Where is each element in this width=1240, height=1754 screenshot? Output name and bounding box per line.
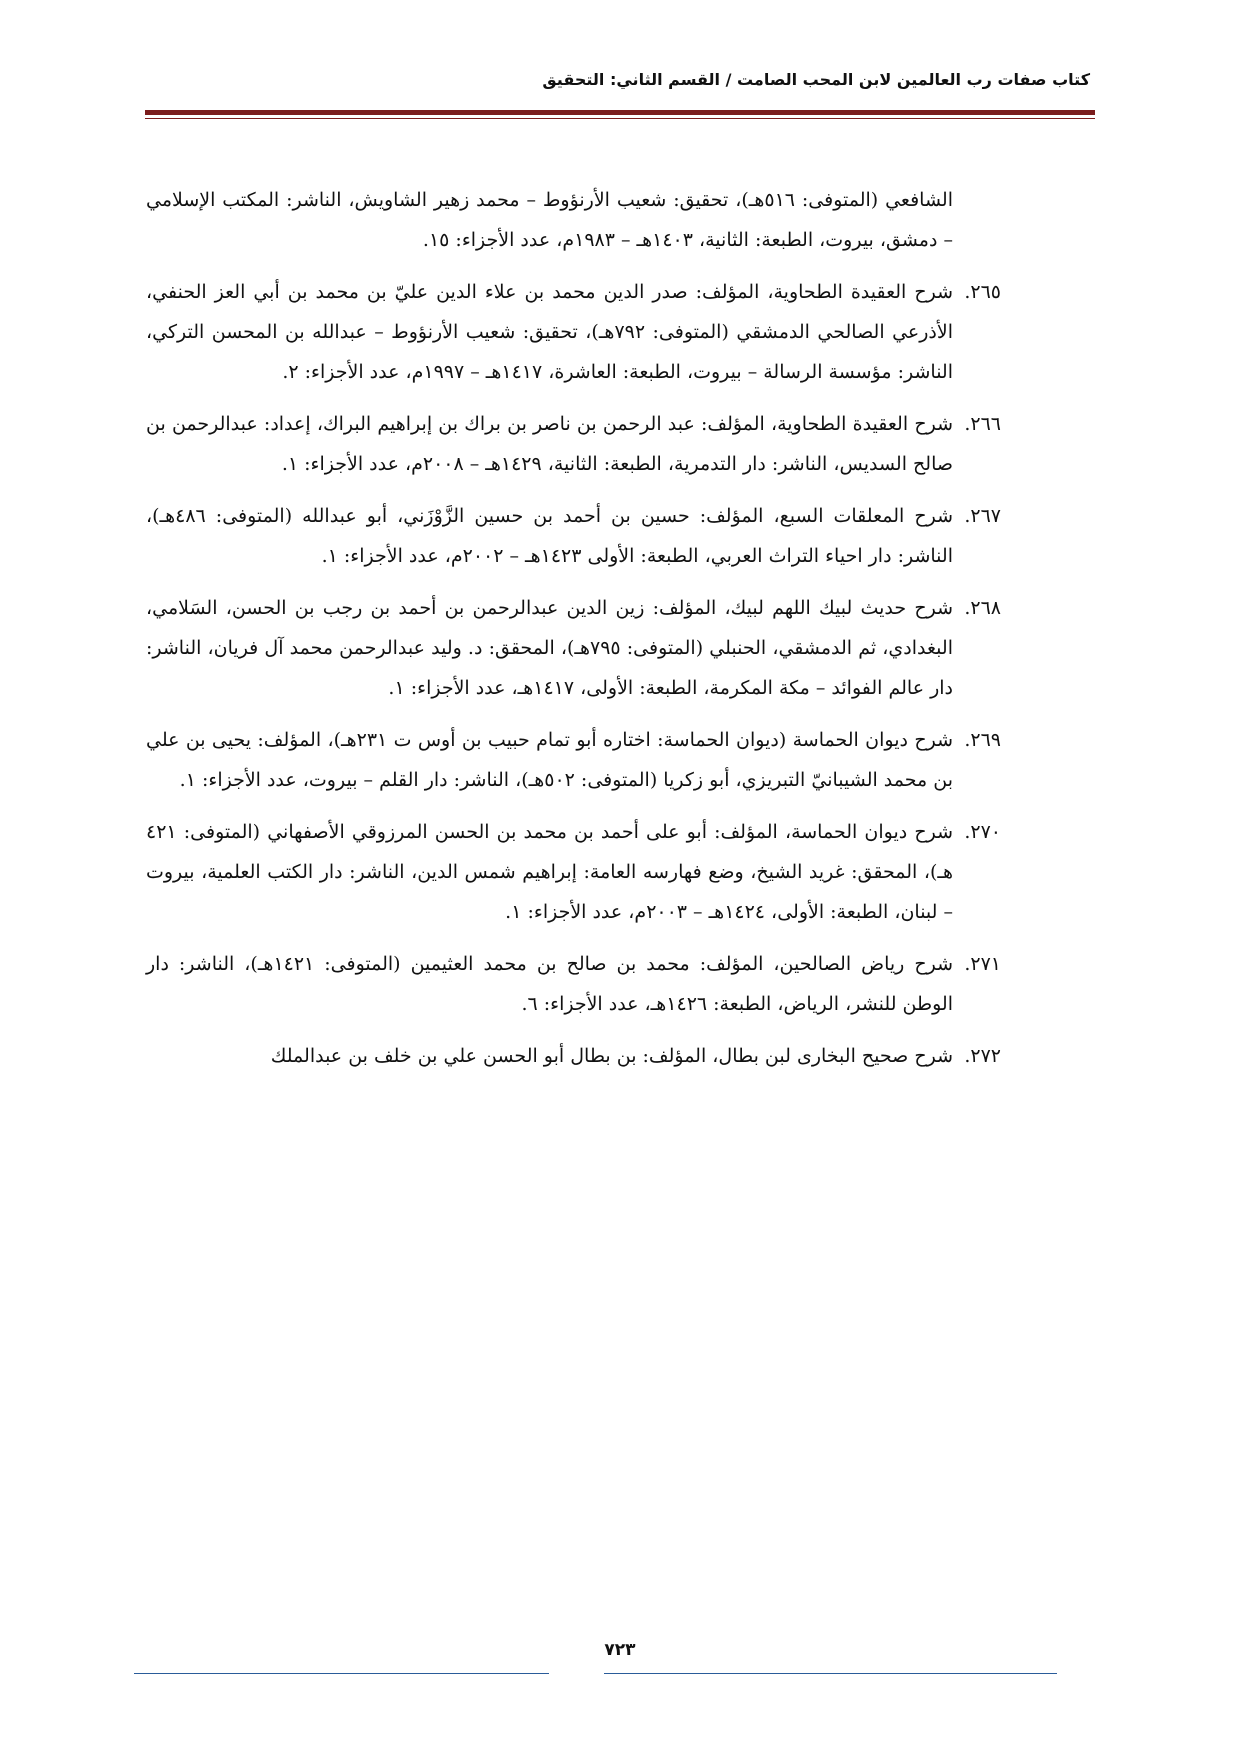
footer-rule-right [604, 1673, 1057, 1674]
continued-entry: الشافعي (المتوفى: ٥١٦هـ)، تحقيق: شعيب الأرنؤوط – محمد زهير الشاويش، الناشر: المكتب الإسلامي – دمشق، بيروت، الطبعة: الثانية، ١٤٠٣هـ – ١٩٨٣م، عدد الأجزاء: ١٥. [146, 189, 953, 251]
entry-text: شرح المعلقات السبع، المؤلف: حسين بن أحمد بن حسين الزَّوْزَني، أبو عبدالله (المتوفى: ٤٨٦هـ)، الناشر: دار احياء التراث العربي، الطبعة: الأولى ١٤٢٣هـ – ٢٠٠٢م، عدد الأجزاء: ١. [146, 505, 953, 567]
entry-number: ٢٦٥. [964, 281, 1001, 303]
bibliography-entry [146, 404, 1001, 484]
bibliography-entry [146, 944, 1001, 1024]
bibliography-entry [146, 1036, 1001, 1076]
entry-text: شرح العقيدة الطحاوية، المؤلف: صدر الدين محمد بن علاء الدين عليّ بن محمد بن أبي العز الحنفي، الأذرعي الصالحي الدمشقي (المتوفى: ٧٩٢هـ)، تحقيق: شعيب الأرنؤوط – عبدالله بن المحسن التركي، الناشر: مؤسسة الرسالة – بيروت، الطبعة: العاشرة، ١٤١٧هـ – ١٩٩٧م، عدد الأجزاء: ٢. [146, 281, 953, 383]
bibliography-entry [146, 588, 1001, 708]
running-header: كتاب صفات رب العالمين لابن المحب الصامت / القسم الثاني: التحقيق [542, 70, 1090, 89]
entry-number: ٢٧٠. [964, 821, 1001, 843]
entry-number: ٢٦٦. [964, 413, 1001, 435]
bibliography-entry [146, 720, 1001, 800]
entry-text: شرح رياض الصالحين، المؤلف: محمد بن صالح بن محمد العثيمين (المتوفى: ١٤٢١هـ)، الناشر: دار الوطن للنشر، الرياض، الطبعة: ١٤٢٦هـ، عدد الأجزاء: ٦. [146, 953, 953, 1015]
bibliography-entry [146, 812, 1001, 932]
entry-number: ٢٦٩. [964, 729, 1001, 751]
header-rule-thin [145, 118, 1095, 119]
page-number: ٧٢٣ [604, 1640, 636, 1660]
entry-text: شرح ديوان الحماسة (ديوان الحماسة: اختاره أبو تمام حبيب بن أوس ت ٢٣١هـ)، المؤلف: يحيى بن علي بن محمد الشيبانيّ التبريزي، أبو زكريا (المتوفى: ٥٠٢هـ)، الناشر: دار القلم – بيروت، عدد الأجزاء: ١. [146, 729, 953, 791]
entry-text: شرح حديث لبيك اللهم لبيك، المؤلف: زين الدين عبدالرحمن بن أحمد بن رجب بن الحسن، السَلامي، البغدادي، ثم الدمشقي، الحنبلي (المتوفى: ٧٩٥هـ)، المحقق: د. وليد عبدالرحمن محمد آل فريان، الناشر: دار عالم الفوائد – مكة المكرمة، الطبعة: الأولى، ١٤١٧هـ، عدد الأجزاء: ١. [146, 597, 953, 699]
entry-text: شرح ديوان الحماسة، المؤلف: أبو على أحمد بن محمد بن الحسن المرزوقي الأصفهاني (المتوفى: ٤٢١ هـ)، المحقق: غريد الشيخ، وضع فهارسه العامة: إبراهيم شمس الدين، الناشر: دار الكتب العلمية، بيروت – لبنان، الطبعة: الأولى، ١٤٢٤هـ – ٢٠٠٣م، عدد الأجزاء: ١. [146, 821, 953, 923]
entry-number: ٢٧١. [964, 953, 1001, 975]
bibliography-entry [146, 496, 1001, 576]
entry-text: شرح العقيدة الطحاوية، المؤلف: عبد الرحمن بن ناصر بن براك بن إبراهيم البراك، إعداد: عبدالرحمن بن صالح السديس، الناشر: دار التدمرية، الطبعة: الثانية، ١٤٢٩هـ – ٢٠٠٨م، عدد الأجزاء: ١. [146, 413, 953, 475]
bibliography-entry [146, 272, 1001, 392]
entry-number: ٢٧٢. [964, 1045, 1001, 1067]
entry-number: ٢٦٧. [964, 505, 1001, 527]
bibliography-list [146, 180, 1001, 1088]
entry-text: شرح صحيح البخارى لبن بطال، المؤلف: بن بطال أبو الحسن علي بن خلف بن عبدالملك [270, 1045, 953, 1067]
entry-number: ٢٦٨. [964, 597, 1001, 619]
header-rule-thick [145, 110, 1095, 115]
footer-rule-left [134, 1673, 549, 1674]
